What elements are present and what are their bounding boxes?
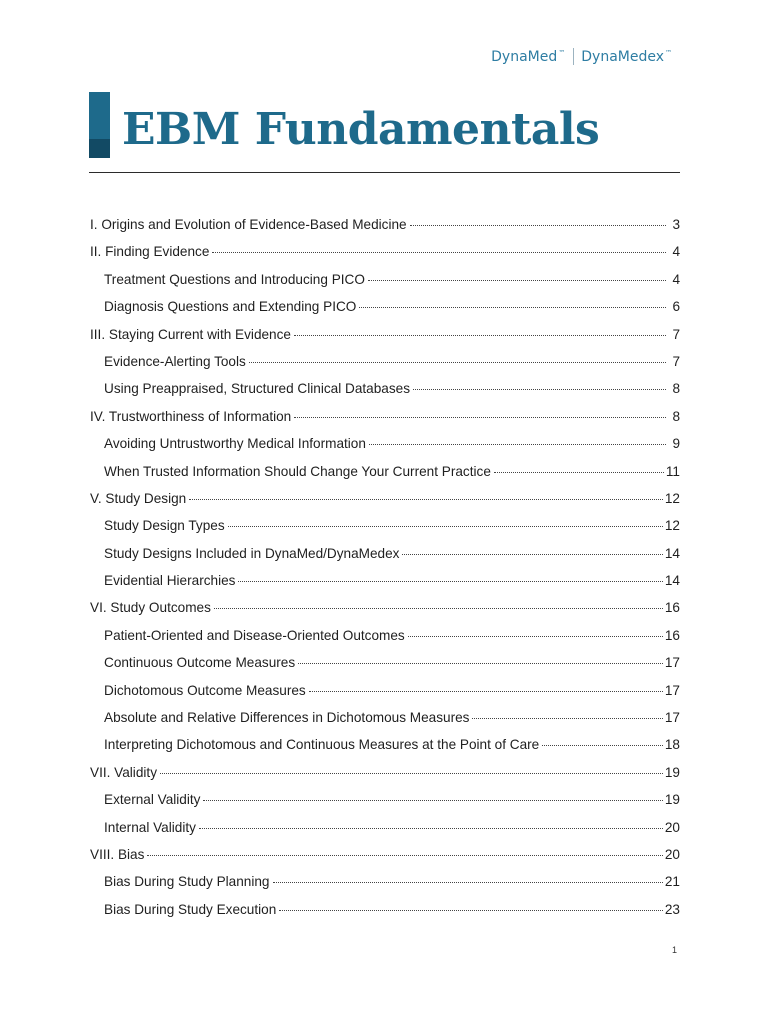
toc-dot-leader	[369, 434, 666, 445]
toc-entry[interactable]	[90, 436, 680, 463]
toc-entry-label: Treatment Questions and Introducing PICO	[104, 271, 365, 287]
toc-entry-page: 23	[664, 901, 680, 917]
toc-dot-leader	[294, 325, 666, 336]
toc-entry-page: 4	[672, 244, 680, 260]
toc-entry-label: Continuous Outcome Measures	[104, 655, 296, 671]
toc-entry[interactable]	[90, 792, 680, 819]
toc-entry[interactable]	[90, 628, 680, 655]
brand-divider	[573, 48, 574, 65]
toc-entry-label: Study Design Types	[104, 518, 225, 534]
toc-dot-leader	[359, 297, 666, 308]
toc-entry[interactable]	[90, 737, 680, 764]
toc-entry-page: 11	[665, 463, 680, 479]
toc-entry-page: 17	[664, 710, 680, 726]
toc-entry-page: 12	[664, 518, 680, 534]
toc-entry-page: 17	[664, 655, 680, 671]
toc-entry-page: 7	[672, 353, 680, 369]
toc-dot-leader	[494, 462, 664, 473]
toc-entry-label: V. Study Design	[90, 490, 187, 506]
toc-entry-label: When Trusted Information Should Change Your Current Practice	[104, 463, 491, 479]
toc-dot-leader	[147, 845, 662, 856]
toc-dot-leader	[402, 544, 662, 555]
toc-dot-leader	[273, 872, 663, 883]
toc-dot-leader	[368, 270, 666, 281]
toc-dot-leader	[249, 352, 666, 363]
toc-entry-label: Avoiding Untrustworthy Medical Information	[104, 436, 366, 452]
toc-entry[interactable]	[90, 683, 680, 710]
toc-entry-label: Diagnosis Questions and Extending PICO	[104, 299, 357, 315]
toc-entry-label: VI. Study Outcomes	[90, 600, 211, 616]
toc-entry[interactable]	[90, 244, 680, 271]
toc-entry-label: I. Origins and Evolution of Evidence-Based Medicine	[90, 217, 407, 232]
toc-entry[interactable]	[90, 655, 680, 682]
toc-entry-page: 18	[664, 737, 680, 753]
toc-entry[interactable]	[90, 464, 680, 491]
toc-entry[interactable]	[90, 409, 680, 436]
toc-entry-label: VIII. Bias	[90, 846, 145, 862]
toc-entry-page: 21	[664, 874, 680, 890]
toc-entry-label: Bias During Study Planning	[104, 874, 270, 890]
toc-entry[interactable]	[90, 354, 680, 381]
brand-dynamed: DynaMed	[491, 48, 558, 65]
title-accent-bar-dark	[89, 139, 110, 158]
toc-entry-label: II. Finding Evidence	[90, 244, 210, 260]
toc-dot-leader	[472, 708, 662, 719]
toc-entry-page: 7	[672, 326, 680, 342]
toc-entry[interactable]	[90, 546, 680, 573]
page-title: EBM Fundamentals	[122, 104, 600, 155]
toc-entry[interactable]	[90, 327, 680, 354]
toc-entry[interactable]	[90, 820, 680, 847]
toc-dot-leader	[309, 681, 663, 692]
toc-dot-leader	[294, 407, 666, 418]
brand-trademark: ™	[558, 48, 566, 57]
toc-entry-label: IV. Trustworthiness of Information	[90, 408, 292, 424]
toc-entry-page: 20	[664, 819, 680, 835]
toc-entry-label: Evidential Hierarchies	[104, 573, 236, 589]
toc-dot-leader	[203, 790, 662, 801]
toc-entry-label: Study Designs Included in DynaMed/DynaMedex	[104, 545, 400, 561]
toc-dot-leader	[199, 818, 663, 829]
toc-entry[interactable]	[90, 573, 680, 600]
toc-entry[interactable]	[90, 847, 680, 874]
brand-trademark: ™	[665, 48, 672, 57]
toc-dot-leader	[542, 735, 663, 746]
toc-entry-label: Patient-Oriented and Disease-Oriented Outcomes	[104, 627, 405, 643]
toc-dot-leader	[214, 598, 663, 609]
toc-entry[interactable]	[90, 600, 680, 627]
toc-dot-leader	[408, 626, 663, 637]
page-number: 1	[671, 945, 677, 955]
table-of-contents	[90, 217, 680, 929]
toc-entry-page: 14	[664, 573, 680, 589]
toc-entry[interactable]	[90, 518, 680, 545]
toc-entry[interactable]	[90, 874, 680, 901]
toc-entry-page: 14	[664, 545, 680, 561]
toc-entry-page: 19	[664, 792, 680, 808]
toc-dot-leader	[160, 763, 663, 774]
toc-entry-page: 12	[664, 490, 680, 506]
toc-entry-page: 8	[672, 408, 680, 424]
toc-entry-label: Interpreting Dichotomous and Continuous Measures at the Point of Care	[104, 737, 540, 753]
toc-entry-page: 19	[664, 764, 680, 780]
toc-entry-label: Evidence-Alerting Tools	[104, 353, 246, 369]
toc-entry-label: External Validity	[104, 792, 201, 808]
toc-dot-leader	[298, 653, 663, 664]
toc-entry-page: 16	[664, 600, 680, 616]
toc-entry-page: 4	[672, 271, 680, 287]
toc-entry-label: III. Staying Current with Evidence	[90, 326, 291, 342]
toc-entry-page: 6	[672, 299, 680, 315]
toc-entry-page: 20	[664, 846, 680, 862]
toc-dot-leader	[410, 215, 666, 226]
brand-dynamedex: DynaMedex	[581, 48, 664, 65]
toc-entry[interactable]	[90, 765, 680, 792]
toc-entry[interactable]	[90, 299, 680, 326]
toc-entry-label: Bias During Study Execution	[104, 901, 277, 917]
toc-entry[interactable]	[90, 491, 680, 518]
toc-dot-leader	[212, 242, 666, 253]
toc-entry-page: 9	[672, 436, 680, 452]
brand-logo	[491, 48, 672, 65]
toc-entry[interactable]	[90, 272, 680, 299]
toc-entry[interactable]	[90, 381, 680, 408]
toc-entry-label: Dichotomous Outcome Measures	[104, 682, 306, 698]
toc-entry-page: 17	[664, 682, 680, 698]
toc-entry-page: 8	[672, 381, 680, 397]
toc-entry-label: Internal Validity	[104, 819, 196, 835]
toc-dot-leader	[238, 571, 662, 582]
toc-entry-page: 16	[664, 627, 680, 643]
toc-entry-page: 3	[672, 217, 680, 232]
toc-dot-leader	[189, 489, 663, 500]
toc-dot-leader	[228, 516, 663, 527]
toc-entry-label: VII. Validity	[90, 764, 157, 780]
title-divider	[89, 172, 680, 173]
toc-entry[interactable]	[90, 710, 680, 737]
toc-dot-leader	[413, 379, 666, 390]
toc-dot-leader	[279, 900, 663, 911]
toc-entry[interactable]	[90, 217, 680, 244]
toc-entry-label: Using Preappraised, Structured Clinical Databases	[104, 381, 411, 397]
toc-entry[interactable]	[90, 902, 680, 929]
toc-entry-label: Absolute and Relative Differences in Dichotomous Measures	[104, 710, 470, 726]
